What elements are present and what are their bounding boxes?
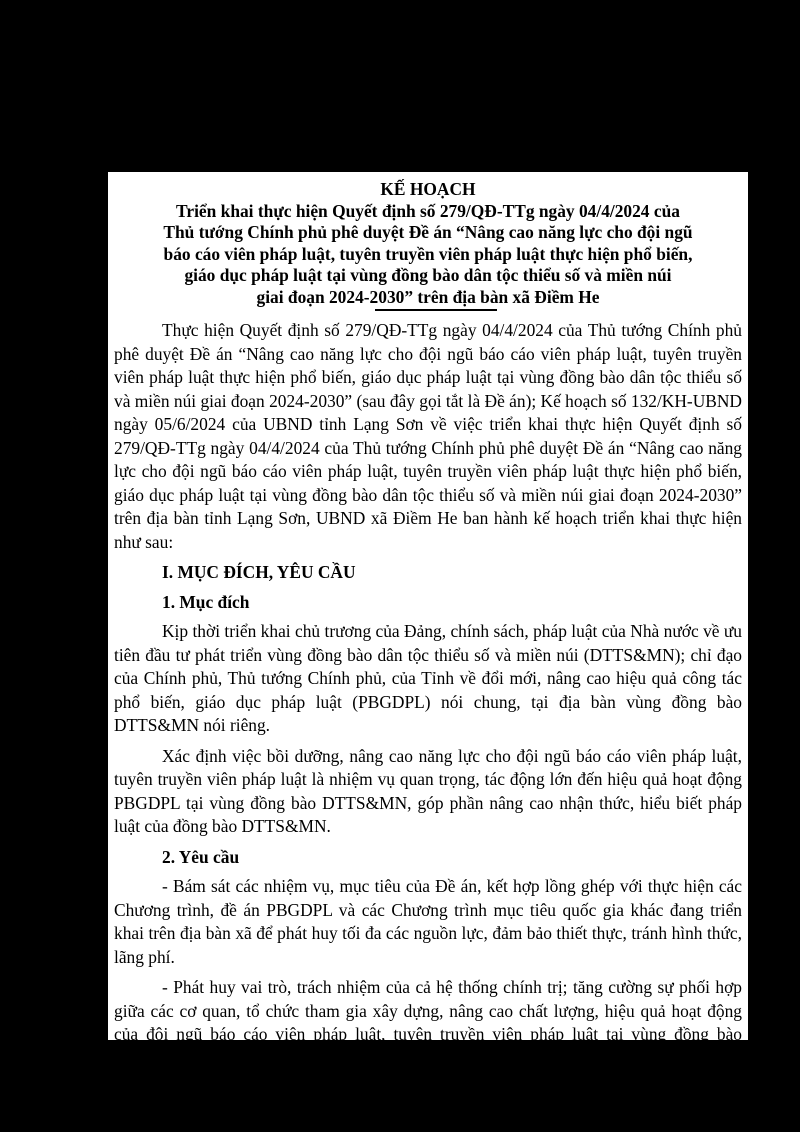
- title-line: giáo dục pháp luật tại vùng đồng bào dân tộc thiểu số và miền núi: [184, 265, 672, 285]
- title-underline-wrap: [114, 309, 742, 311]
- title-line: giai đoạn 2024-2030” trên địa bàn xã Điềm He: [256, 286, 600, 307]
- purpose-paragraph: Xác định việc bồi dưỡng, nâng cao năng lực cho đội ngũ báo cáo viên pháp luật, tuyên truyền viên pháp luật là nhiệm vụ quan trọng, tác động lớn đến hiệu quả hoạt động PBGDPL tại vùng đồng bào DTTS&MN, góp phần nâng cao nhận thức, hiểu biết pháp luật của đồng bào DTTS&MN.: [114, 745, 742, 836]
- document-body: [114, 319, 742, 1070]
- intro-paragraph: Thực hiện Quyết định số 279/QĐ-TTg ngày 04/4/2024 của Thủ tướng Chính phủ phê duyệt Đề án “Nâng cao năng lực cho đội ngũ báo cáo viên pháp luật, tuyên truyền viên pháp luật thực hiện phổ biến, giáo dục pháp luật tại vùng đồng bào dân tộc thiểu số và miền núi giai đoạn 2024-2030” (sau đây gọi tắt là Đề án); Kế hoạch số 132/KH-UBND ngày 05/6/2024 của UBND tỉnh Lạng Sơn về việc triển khai thực hiện Quyết định số 279/QĐ-TTg ngày 04/4/2024 của Thủ tướng Chính phủ phê duyệt Đề án “Nâng cao năng lực cho đội ngũ báo cáo viên pháp luật, tuyên truyền viên pháp luật thực hiện phổ biến, giáo dục pháp luật tại vùng đồng bào dân tộc thiểu số và miền núi giai đoạn 2024-2030” trên địa bàn tỉnh Lạng Sơn, UBND xã Điềm He ban hành kế hoạch triển khai thực hiện như sau:: [114, 320, 742, 552]
- document-page: [108, 172, 748, 1068]
- title-underline: [375, 309, 497, 311]
- section-heading: I. MỤC ĐÍCH, YÊU CẦU: [162, 562, 356, 582]
- subsection-heading: 2. Yêu cầu: [162, 846, 240, 867]
- requirement-paragraph: - Phát huy vai trò, trách nhiệm của cả hệ thống chính trị; tăng cường sự phối hợp giữa các cơ quan, tổ chức tham gia xây dựng, nâng cao chất lượng, hiệu quả hoạt động của đội ngũ báo cáo viên pháp luật, tuyên truyền viên pháp luật tại vùng đồng bào DTTS&MN. Triển khai các nhiệm vụ, giải pháp của Đề án đồng bộ và: [114, 977, 742, 1068]
- subsection-heading: 1. Mục đích: [162, 591, 250, 612]
- document-title: [114, 179, 742, 308]
- title-line: Triển khai thực hiện Quyết định số 279/QĐ-TTg ngày 04/4/2024 của: [176, 200, 680, 221]
- title-line: KẾ HOẠCH: [380, 179, 476, 199]
- title-line: Thủ tướng Chính phủ phê duyệt Đề án “Nâng cao năng lực cho đội ngũ: [163, 222, 693, 242]
- requirement-paragraph: - Bám sát các nhiệm vụ, mục tiêu của Đề án, kết hợp lồng ghép với thực hiện các Chương trình, đề án PBGDPL và các Chương trình mục tiêu quốc gia khác đang triển khai trên địa bàn xã để phát huy tối đa các nguồn lực, đảm bảo thiết thực, tránh hình thức, lãng phí.: [114, 876, 742, 967]
- title-line: báo cáo viên pháp luật, tuyên truyền viên pháp luật thực hiện phổ biến,: [163, 243, 693, 264]
- purpose-paragraph: Kịp thời triển khai chủ trương của Đảng, chính sách, pháp luật của Nhà nước về ưu tiên đầu tư phát triển vùng đồng bào dân tộc thiểu số và miền núi (DTTS&MN); chỉ đạo của Chính phủ, Thủ tướng Chính phủ, của Tỉnh về đổi mới, nâng cao hiệu quả công tác phổ biến, giáo dục pháp luật (PBGDPL) nói chung, tại địa bàn vùng đồng bào DTTS&MN nói riêng.: [114, 621, 742, 735]
